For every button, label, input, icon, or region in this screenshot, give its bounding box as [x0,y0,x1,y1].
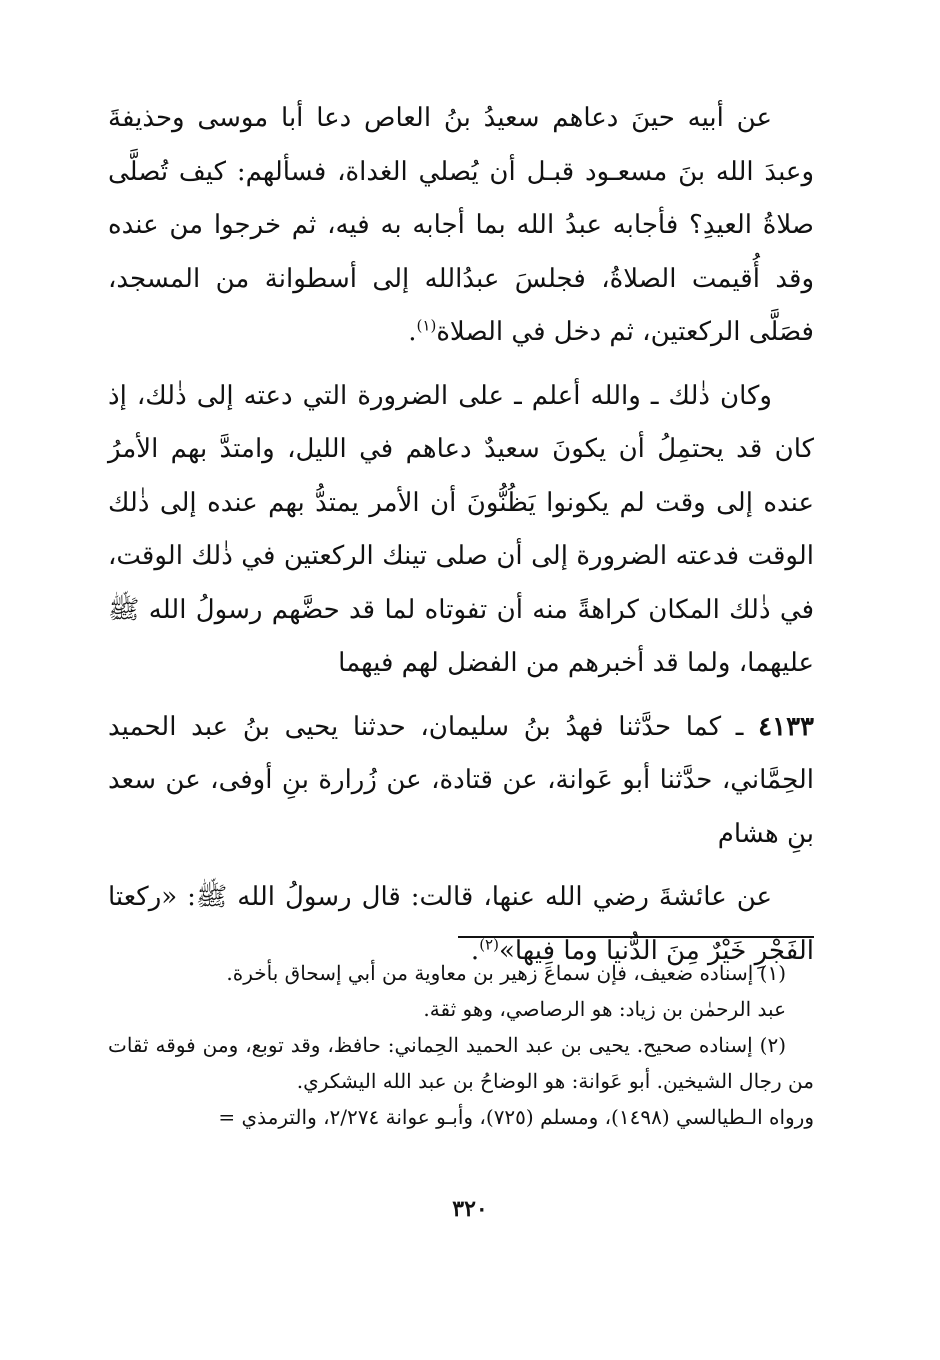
paragraph-1-end: . [408,317,417,347]
footnote-1-line-1: (١) إسناده ضعيف، فإن سماعَ زهير بن معاوية من أبي إسحاق بأخرة. [226,961,786,985]
hadith-number: ٤١٣٣ [758,711,814,742]
footnote-divider [458,936,814,938]
footnote-1-line-2: عبد الرحمٰن بن زياد: هو الرصاصي، وهو ثقة. [423,997,786,1021]
paragraph-1 [108,92,814,360]
hadith-paragraph [108,701,814,862]
footnote-2-line-2: ورواه الـطيالسي (١٤٩٨)، ومسلم (٧٢٥)، وأبـو عوانة ٢/٢٧٤، والترمذي = [218,1105,814,1129]
paragraph-1-text: عن أبيه حينَ دعاهم سعيدُ بنُ العاص دعا أبا موسى وحذيفةَ وعبدَ الله بنَ مسعـود قبـل أن يُصلي الغداة، فسألهم: كيف تُصلَّى صلاةُ العيدِ؟ فأجابه عبدُ الله بما أجابه به فيه، ثم خرجوا من عنده وقد أُقيمت الصلاةُ، فجلسَ عبدُالله إلى أسطوانة من المسجد، فصَلَّى الركعتين، ثم دخل في الصلاة [108,103,814,347]
main-text [108,92,814,988]
page-number: ٣٢٠ [452,1196,488,1222]
footnote-ref-1: (١) [416,316,437,335]
footnote-2-line-1: (٢) إسناده صحيح. يحيى بن عبد الحميد الحِماني: حافظ، وقد توبع، ومن فوقه ثقات من رجال الشيخين. أبو عَوانة: هو الوضاحُ بن عبد الله اليشكري. [108,1033,814,1093]
footnotes [108,955,814,1135]
paragraph-2: وكان ذٰلك ـ والله أعلم ـ على الضرورة التي دعته إلى ذٰلك، إذ كان قد يحتمِلُ أن يكونَ سعيدٌ دعاهم في الليل، وامتدَّ بهم الأمرُ عنده إلى وقت لم يكونوا يَظُنُّونَ أن الأمر يمتدُّ بهم عنده إلى ذٰلك الوقت فدعته الضرورة إلى أن صلى تينك الركعتين في ذٰلك الوقت، في ذٰلك المكان كراهةً منه أن تفوتاه لما قد حضَّهم رسولُ الله ﷺ عليهما، ولما قد أخبرهم من الفضل لهم فيهما [108,380,814,678]
footnote-ref-2: (٢) [479,934,499,953]
paragraph-4-text: عن عائشةَ رضي الله عنها، قالت: قال رسولُ الله ﷺ: «ركعتا الفَجْرِ خَيْرٌ مِنَ الدُّنيا وما فِيها» [108,882,814,966]
paragraph-4-end: . [470,935,480,966]
hadith-isnad: ـ كما حدَّثنا فهدُ بنُ سليمان، حدثنا يحيى بنُ عبد الحميد الحِمَّاني، حدَّثنا أبو عَوانة، عن قتادة، عن زُرارة بنِ أوفى، عن سعد بنِ هشام [108,711,814,849]
